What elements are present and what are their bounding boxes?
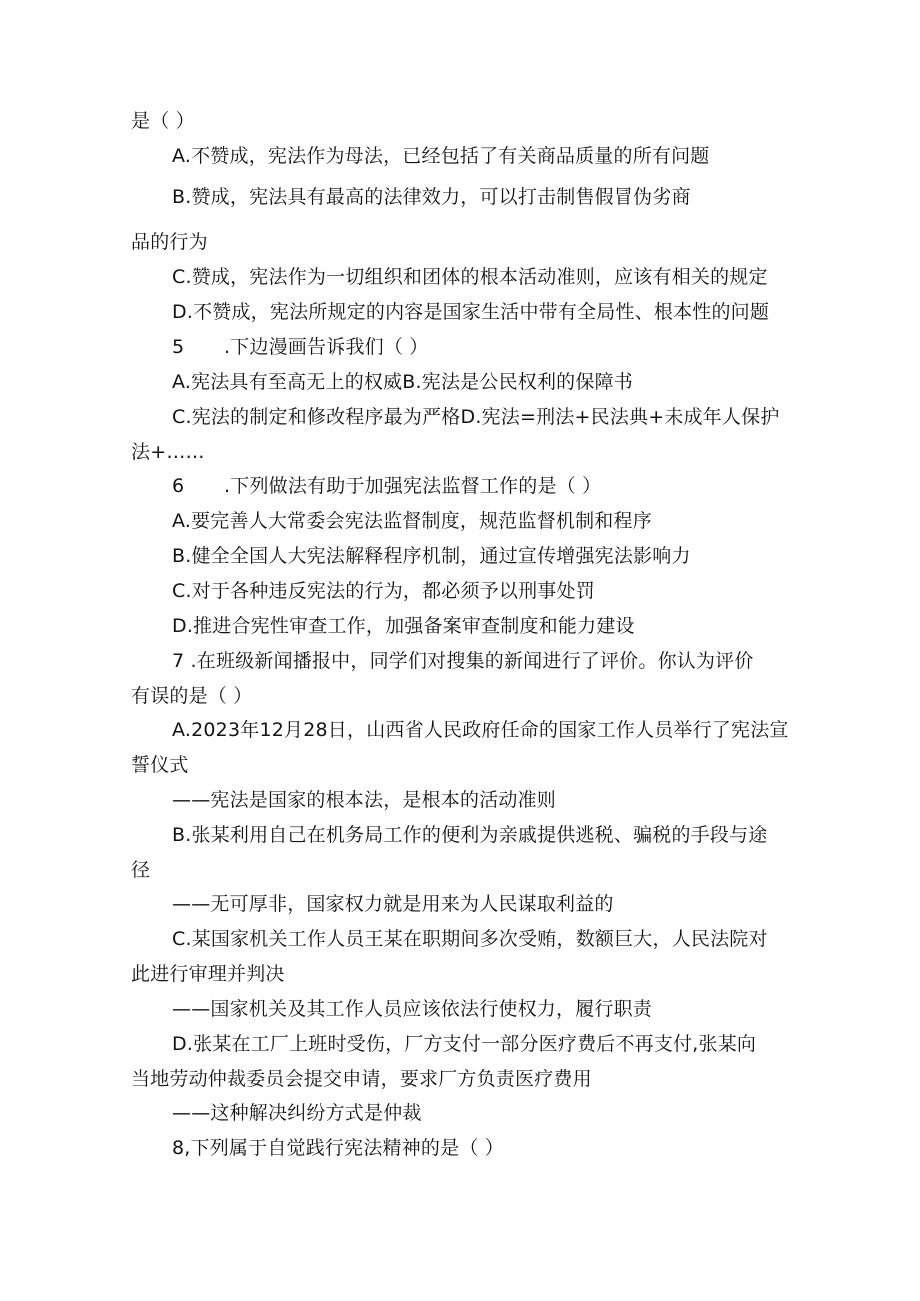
question-5 — [172, 334, 428, 360]
option-a: A.要完善人大常委会宪法监督制度，规范监督机制和程序 — [172, 510, 652, 532]
option-c: C.对于各种违反宪法的行为，都必须予以刑事处罚 — [172, 580, 595, 602]
question-text: .下边漫画告诉我们（ ） — [224, 336, 429, 358]
option-d: D.不赞成，宪法所规定的内容是国家生活中带有全局性、根本性的问题 — [172, 301, 770, 323]
option-a: A.2023年12月28日，山西省人民政府任命的国家工作人员举行了宪法宣 — [172, 719, 789, 741]
option-d: D.推进合宪性审查工作，加强备案审查制度和能力建设 — [172, 615, 635, 637]
text-line: 有误的是（ ） — [131, 685, 253, 707]
text-line: 此进行审理并判决 — [131, 963, 285, 985]
text-line: 径 — [131, 859, 151, 881]
text-line: 誓仪式 — [131, 754, 189, 776]
question-text: .下列做法有助于加强宪法监督工作的是（ ） — [224, 475, 602, 497]
text-line: 法+…… — [131, 441, 205, 463]
option-cd: C.宪法的制定和修改程序最为严格D.宪法=刑法+民法典+未成年人保护 — [172, 406, 780, 428]
option-c: C.赞成，宪法作为一切组织和团体的根本活动准则，应该有相关的规定 — [172, 266, 768, 288]
text-line: 当地劳动仲裁委员会提交申请，要求厂方负责医疗费用 — [131, 1068, 592, 1090]
comment-line: ——这种解决纠纷方式是仲裁 — [172, 1102, 422, 1124]
comment-line: ——宪法是国家的根本法，是根本的活动准则 — [172, 789, 557, 811]
question-6 — [172, 473, 601, 499]
comment-line: ——国家机关及其工作人员应该依法行使权力，履行职责 — [172, 998, 653, 1020]
question-8: 8,下列属于自觉践行宪法精神的是（ ） — [172, 1137, 504, 1159]
text-line: 是（ ） — [131, 110, 195, 132]
option-b: B.张某利用自己在机务局工作的便利为亲戚提供逃税、骗税的手段与途 — [172, 824, 768, 846]
comment-line: ——无可厚非，国家权力就是用来为人民谋取利益的 — [172, 893, 614, 915]
option-d: D.张某在工厂上班时受伤，厂方支付一部分医疗费后不再支付,张某向 — [172, 1033, 757, 1055]
text-line: 品的行为 — [131, 231, 208, 253]
option-b: B.健全全国人大宪法解释程序机制，通过宣传增强宪法影响力 — [172, 545, 691, 567]
option-ab: A.宪法具有至高无上的权威B.宪法是公民权利的保障书 — [172, 371, 633, 393]
question-number: 6 — [172, 475, 185, 497]
question-number: 5 — [172, 336, 185, 358]
option-b: B.赞成，宪法具有最高的法律效力，可以打击制售假冒伪劣商 — [172, 186, 691, 208]
question-7: 7 .在班级新闻播报中，同学们对搜集的新闻进行了评价。你认为评价 — [172, 650, 754, 672]
option-a: A.不赞成，宪法作为母法，已经包括了有关商品质量的所有问题 — [172, 145, 710, 167]
option-c: C.某国家机关工作人员王某在职期间多次受贿，数额巨大，人民法院对 — [172, 928, 768, 950]
